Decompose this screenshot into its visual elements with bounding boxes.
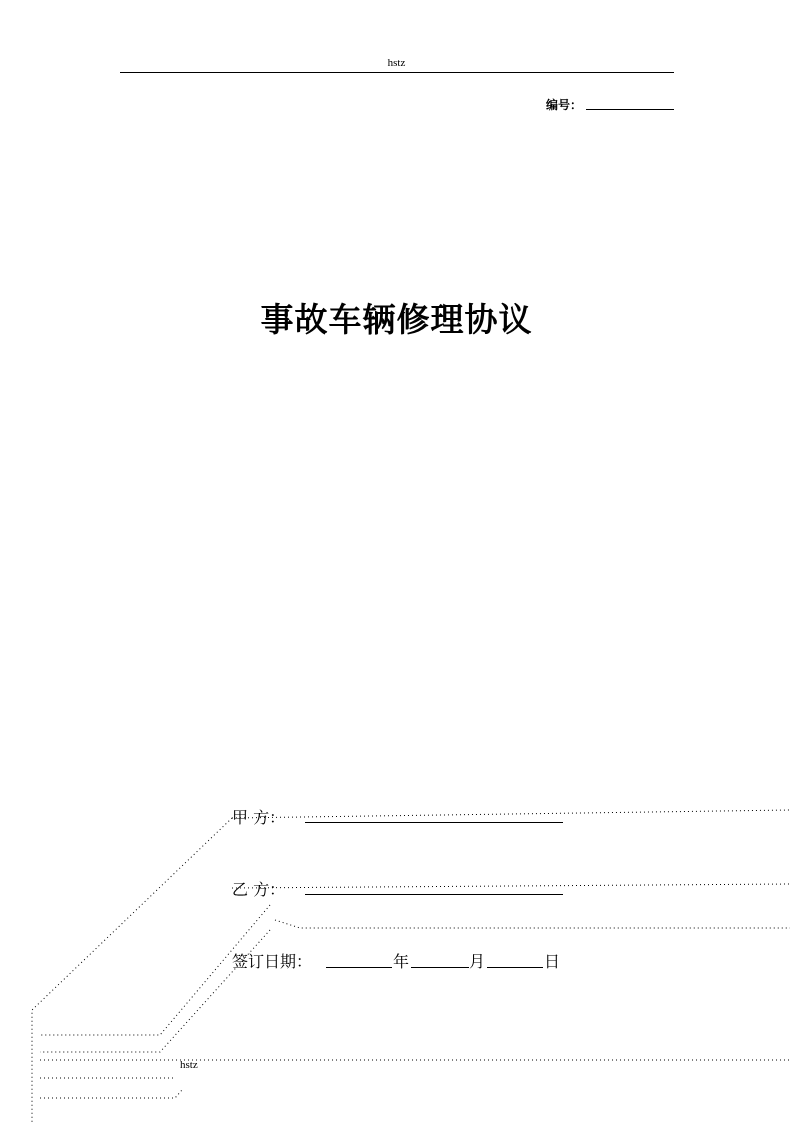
year-blank[interactable] (326, 967, 392, 968)
frame-line-mid (275, 920, 790, 928)
header-rule (120, 72, 674, 73)
year-label: 年 (393, 952, 410, 971)
day-blank[interactable] (487, 967, 543, 968)
party-a-blank[interactable] (305, 822, 563, 823)
month-blank[interactable] (411, 967, 469, 968)
frame-line-party-b (232, 884, 790, 888)
date-label: 签订日期： (232, 952, 313, 971)
day-label: 日 (544, 952, 561, 971)
party-b-label: 乙 方： (232, 880, 286, 899)
serial-label: 编号： (546, 98, 583, 112)
party-a-label: 甲 方： (232, 808, 286, 827)
header-text: hstz (387, 57, 406, 69)
frame-line-left-outer (32, 818, 232, 1122)
footer-text: hstz (180, 1059, 198, 1071)
document-title: 事故车辆修理协议 (260, 300, 533, 339)
party-b-blank[interactable] (305, 894, 563, 895)
month-label: 月 (469, 952, 486, 971)
frame-line-party-a (232, 810, 790, 818)
frame-line-left-4 (40, 1090, 182, 1098)
serial-blank[interactable] (586, 109, 674, 110)
